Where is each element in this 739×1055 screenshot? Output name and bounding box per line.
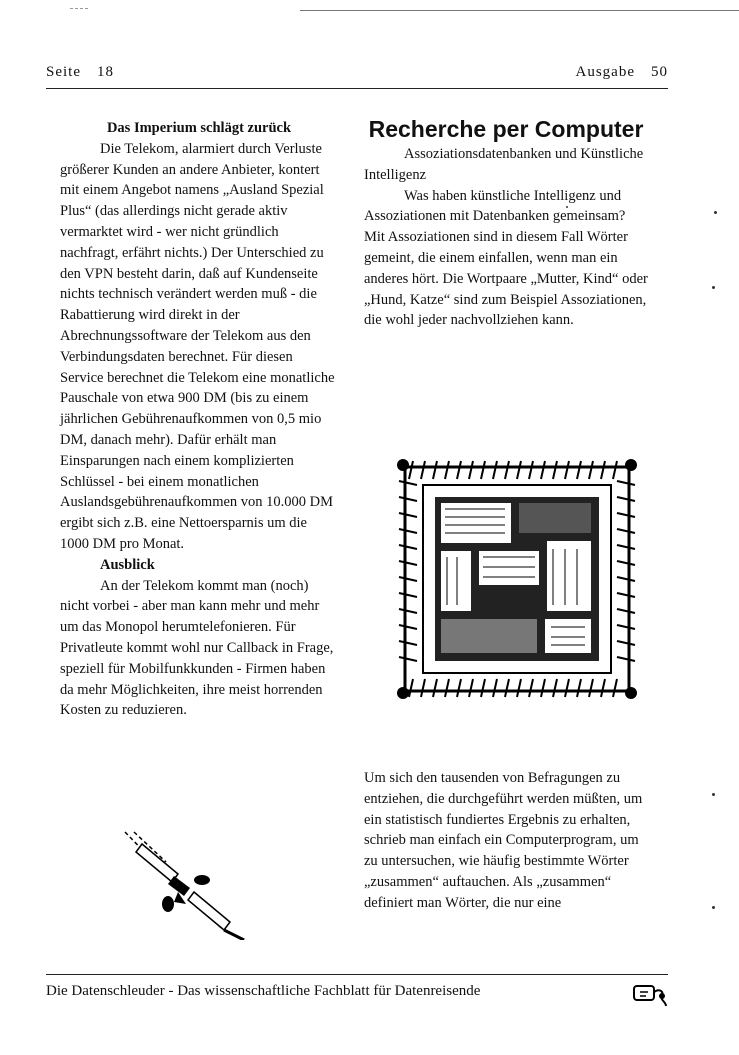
microchip-illustration — [395, 457, 639, 701]
paragraph-befragungen: Um sich den tausenden von Befragungen zu entziehen, die durchgeführt werden müßten, um ein statistisch fundiertes Ergebnis zu erhalten, schrieb man einfach ein Computerprogram, um zu untersuchen, wie häufig bestimmte Wörter „zusammen“ auftauchen. Als „zusammen“ definiert man Wörter, die nur eine — [364, 770, 643, 911]
page-label: Seite — [46, 64, 81, 80]
section-heading-ausblick: Ausblick — [100, 556, 155, 573]
issue-label — [576, 64, 669, 81]
right-column-continued — [364, 768, 648, 914]
scan-speck — [714, 211, 717, 214]
page-header — [46, 64, 668, 89]
scan-speck — [712, 286, 715, 289]
page-number-label — [46, 64, 114, 81]
section-heading-imperium: Das Imperium schlägt zurück — [106, 120, 292, 136]
scan-artifact-dash — [70, 8, 88, 10]
right-column — [364, 114, 648, 331]
scan-speck — [712, 793, 715, 796]
issue-text: Ausgabe — [575, 64, 635, 80]
article-title: Recherche per Computer — [368, 116, 644, 142]
paragraph-ausblick: An der Telekom kommt man (noch) nicht vorbei - aber man kann mehr und mehr um das Monopol herumtelefonieren. Für Privatleute kommt wohl nur Callback in Frage, speziell für Mobilfunkkunden - Firmen haben da mehr Möglichkeiten, ihre meist horrenden Kosten zu reduzieren. — [60, 577, 334, 719]
scan-speck — [566, 206, 568, 208]
article-subtitle: Assoziationsdatenbanken und Künstliche Intelligenz — [364, 146, 644, 183]
left-column — [60, 118, 338, 721]
scan-speck — [712, 906, 715, 909]
paragraph-telekom: Die Telekom, alarmiert durch Verluste größerer Kunden an andere Anbieter, kontert mit einem Angebot namens „Ausland Spezial Plus“ (das allerdings nicht gerade aktiv vermarktet wird - wer nicht gründlich nachfragt, erfährt nichts.) Der Unterschied zu den VPN besteht darin, daß auf Kundenseite nichts technisch verändert werden muß - die Rabattierung wird direkt in der Abrechnungssoftware der Telekom aus den Verbindungsdaten berechnet. Für diesen Service berechnet die Telekom eine monatliche Pauschale von etwa 900 DM (bis zu einem jährlichen Gebührenaufkommen von 0,5 mio DM, danach mehr). Dafür erhält man Einsparungen nach einem komplizierten Schlüssel - bei einem monatlichen Auslandsgebührenaufkommen von 10.000 DM ergibt sich z.B. eine Nettoersparnis um die 1000 DM pro Monat. — [60, 140, 335, 552]
page-footer — [46, 974, 668, 1000]
scan-artifact-line — [300, 10, 739, 11]
satellite-illustration — [120, 830, 250, 940]
page-number: 18 — [97, 64, 114, 80]
paragraph-assoziationen: Was haben künstliche Intelligenz und Assoziationen mit Datenbanken gemeinsam? Mit Assoziationen sind in diesem Fall Wörter gemeint, die einem einfallen, wenn man ein anderes hört. Die Wortpaare „Mutter, Kind“ oder „Hund, Katze“ sind zum Beispiel Assoziationen, die wohl jeder nachvollziehen kann. — [364, 187, 648, 329]
chaos-knoten-logo-icon — [632, 982, 668, 1008]
footer-text: Die Datenschleuder - Das wissenschaftliche Fachblatt für Datenreisende — [46, 983, 481, 999]
issue-number: 50 — [651, 64, 668, 80]
